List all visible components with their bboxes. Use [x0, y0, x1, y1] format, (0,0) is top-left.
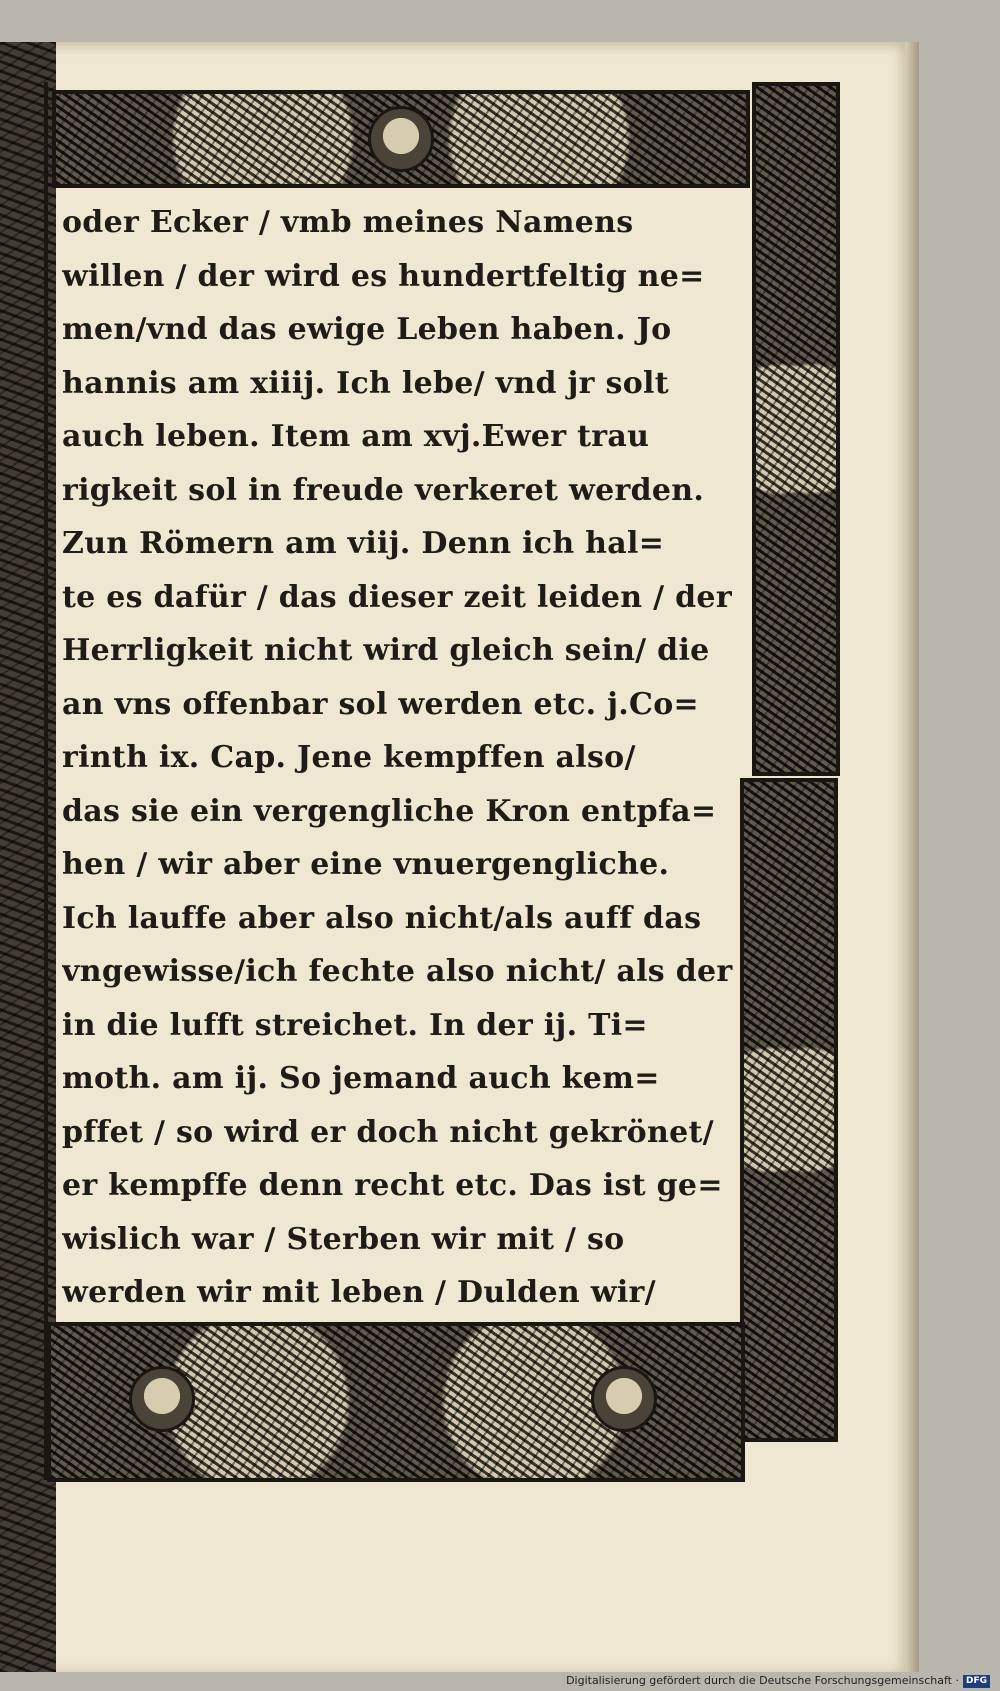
grotesque-mask-ornament-right	[591, 1366, 657, 1432]
text-line: wislich war / Sterben wir mit / so	[62, 1221, 625, 1257]
page-edge	[905, 42, 919, 1672]
text-line: rigkeit sol in freude verkeret werden.	[62, 472, 705, 508]
right-ornamental-border-upper	[752, 82, 840, 776]
grotesque-mask-ornament	[368, 106, 434, 172]
text-line: oder Ecker / vmb meines Namens	[62, 205, 634, 240]
text-line: moth. am ij. So jemand auch kem=	[62, 1061, 660, 1096]
text-line: vngewisse/ich fechte also nicht/ als der	[62, 954, 733, 989]
text-line: rinth ix. Cap. Jene kempffen also/	[62, 740, 636, 775]
text-line: hannis am xiiij. Ich lebe/ vnd jr solt	[62, 365, 669, 401]
right-ornamental-border-lower	[740, 778, 838, 1442]
footer-credit-text: Digitalisierung gefördert durch die Deutsche Forschungsgemeinschaft ·	[566, 1674, 959, 1687]
text-line: das sie ein vergengliche Kron entpfa=	[62, 793, 717, 829]
text-line: auch leben. Item am xvj.Ewer trau	[62, 419, 650, 454]
text-line: er kempffe denn recht etc. Das ist ge=	[62, 1168, 723, 1203]
text-line: willen / der wird es hundertfeltig ne=	[62, 258, 705, 294]
text-line: in die lufft streichet. In der ij. Ti=	[62, 1007, 648, 1043]
text-line: men/vnd das ewige Leben haben. Jo	[62, 312, 672, 347]
text-line: werden wir mit leben / Dulden wir/	[62, 1275, 656, 1310]
text-line: te es dafür / das dieser zeit leiden / der	[62, 579, 732, 615]
digitization-footer	[566, 1672, 990, 1690]
top-ornamental-border	[52, 90, 750, 188]
grotesque-mask-ornament-left	[129, 1366, 195, 1432]
text-line: hen / wir aber eine vnuergengliche.	[62, 847, 670, 882]
text-line: pffet / so wird er doch nicht gekrönet/	[62, 1114, 714, 1150]
bottom-ornamental-border	[47, 1322, 745, 1482]
left-border-rule	[44, 82, 48, 1480]
dfg-logo: DFG	[963, 1675, 990, 1688]
text-line: Herrligkeit nicht wird gleich sein/ die	[62, 633, 710, 668]
text-line: Ich lauffe aber also nicht/als auff das	[62, 900, 702, 936]
blackletter-text-block	[62, 196, 748, 1318]
text-line: Zun Römern am viij. Denn ich hal=	[62, 526, 665, 561]
text-line: an vns offenbar sol werden etc. j.Co=	[62, 686, 699, 722]
